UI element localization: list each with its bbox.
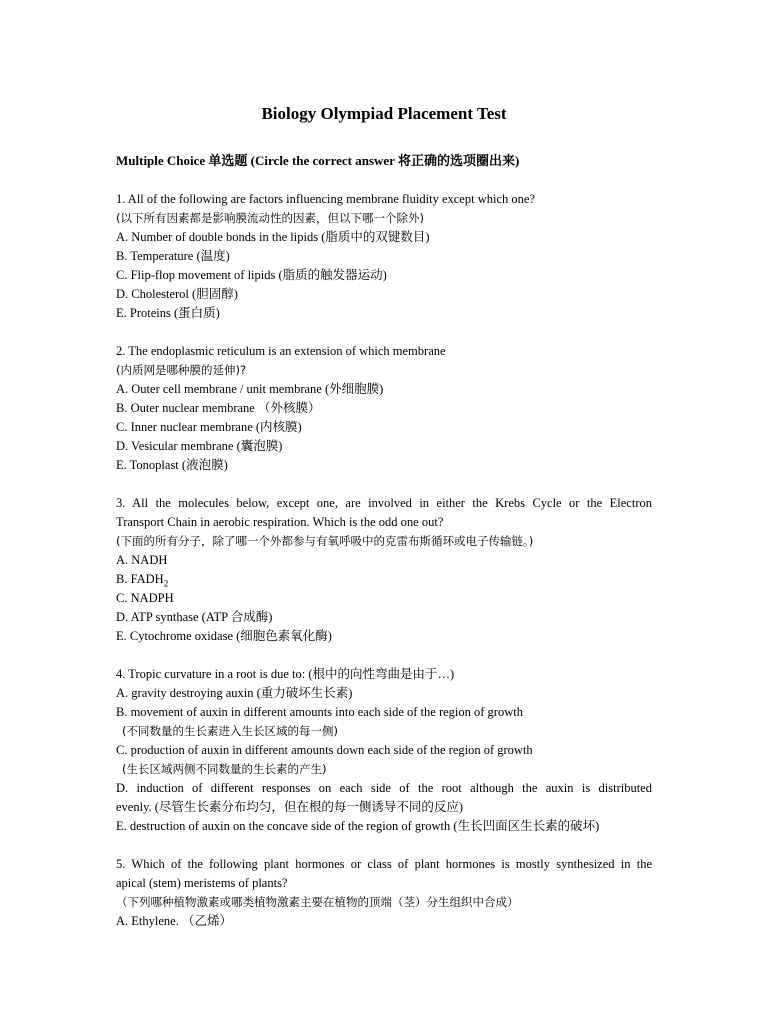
question-2-option-d[interactable]: D. Vesicular membrane (囊泡膜) (116, 439, 283, 453)
question-2-option-c[interactable]: C. Inner nuclear membrane (内核膜) (116, 420, 302, 434)
question-4-option-a[interactable]: A. gravity destroying auxin (重力破坏生长素) (116, 686, 353, 700)
question-1-option-e[interactable]: E. Proteins (蛋白质) (116, 306, 220, 320)
question-3-option-e[interactable]: E. Cytochrome oxidase (细胞色素氧化酶) (116, 629, 332, 643)
question-3-stem-zh: (下面的所有分子，除了哪一个外都参与有氧呼吸中的克雷布斯循环或电子传输链。) (116, 534, 534, 548)
question-5-option-a[interactable]: A. Ethylene. （乙烯） (116, 914, 232, 928)
instructions-heading: Multiple Choice 单选题 (Circle the correct answer 将正确的选项圈出来) (116, 153, 520, 168)
question-2-stem: 2. The endoplasmic reticulum is an extension of which membrane (116, 344, 446, 358)
question-3-option-a[interactable]: A. NADH (116, 553, 168, 567)
question-1-option-b[interactable]: B. Temperature (温度) (116, 249, 230, 263)
question-2-option-e[interactable]: E. Tonoplast (液泡膜) (116, 458, 228, 472)
question-1 (116, 190, 652, 323)
question-5-stem-zh: （下列哪种植物激素或哪类植物激素主要在植物的顶端（茎）分生组织中合成） (116, 895, 519, 909)
question-1-option-d[interactable]: D. Cholesterol (胆固醇) (116, 287, 238, 301)
question-3 (116, 494, 652, 646)
question-4-option-b-zh: (不同数量的生长素进入生长区域的每一侧) (122, 724, 338, 738)
question-4-option-d-line-2: evenly. (尽管生长素分布均匀，但在根的每一侧诱导不同的反应) (116, 800, 464, 814)
question-3-option-b-text: B. FADH (116, 572, 164, 586)
question-4-option-d-line-1[interactable]: D. induction of different responses on each side of the root although the auxin is distributed (116, 781, 652, 795)
question-3-stem-line-2: Transport Chain in aerobic respiration. Which is the odd one out? (116, 515, 444, 529)
question-3-option-c[interactable]: C. NADPH (116, 591, 174, 605)
question-4-option-c[interactable]: C. production of auxin in different amounts down each side of the region of growth (116, 743, 533, 757)
question-1-option-a[interactable]: A. Number of double bonds in the lipids (脂质中的双键数目) (116, 230, 430, 244)
question-4-stem: 4. Tropic curvature in a root is due to: (根中的向性弯曲是由于…) (116, 667, 455, 681)
question-3-option-b-subscript: 2 (163, 578, 169, 589)
question-5-stem-line-1: 5. Which of the following plant hormones or class of plant hormones is mostly synthesized in the (116, 857, 652, 871)
question-4-option-c-zh: (生长区域两侧不同数量的生长素的产生) (122, 762, 327, 776)
question-1-stem: 1. All of the following are factors influencing membrane fluidity except which one? (116, 192, 535, 206)
question-2 (116, 342, 652, 475)
question-1-stem-zh: (以下所有因素都是影响膜流动性的因素，但以下哪一个除外) (116, 211, 424, 225)
question-5 (116, 855, 652, 931)
question-4-option-e[interactable]: E. destruction of auxin on the concave side of the region of growth (生长凹面区生长素的破坏) (116, 819, 600, 833)
question-2-stem-zh: (内质网是哪种膜的延伸)? (116, 363, 247, 377)
question-list (116, 190, 652, 950)
question-2-option-b[interactable]: B. Outer nuclear membrane （外核膜） (116, 401, 321, 415)
question-5-stem-line-2: apical (stem) meristems of plants? (116, 876, 288, 890)
question-3-option-b[interactable] (116, 570, 652, 589)
question-1-option-c[interactable]: C. Flip-flop movement of lipids (脂质的触发器运动) (116, 268, 387, 282)
question-2-option-a[interactable]: A. Outer cell membrane / unit membrane (外细胞膜) (116, 382, 384, 396)
question-3-stem-line-1: 3. All the molecules below, except one, are involved in either the Krebs Cycle or the Electron (116, 496, 652, 510)
question-4 (116, 665, 652, 836)
question-4-option-b[interactable]: B. movement of auxin in different amounts into each side of the region of growth (116, 705, 523, 719)
document-title: Biology Olympiad Placement Test (261, 104, 507, 123)
question-3-option-d[interactable]: D. ATP synthase (ATP 合成酶) (116, 610, 273, 624)
